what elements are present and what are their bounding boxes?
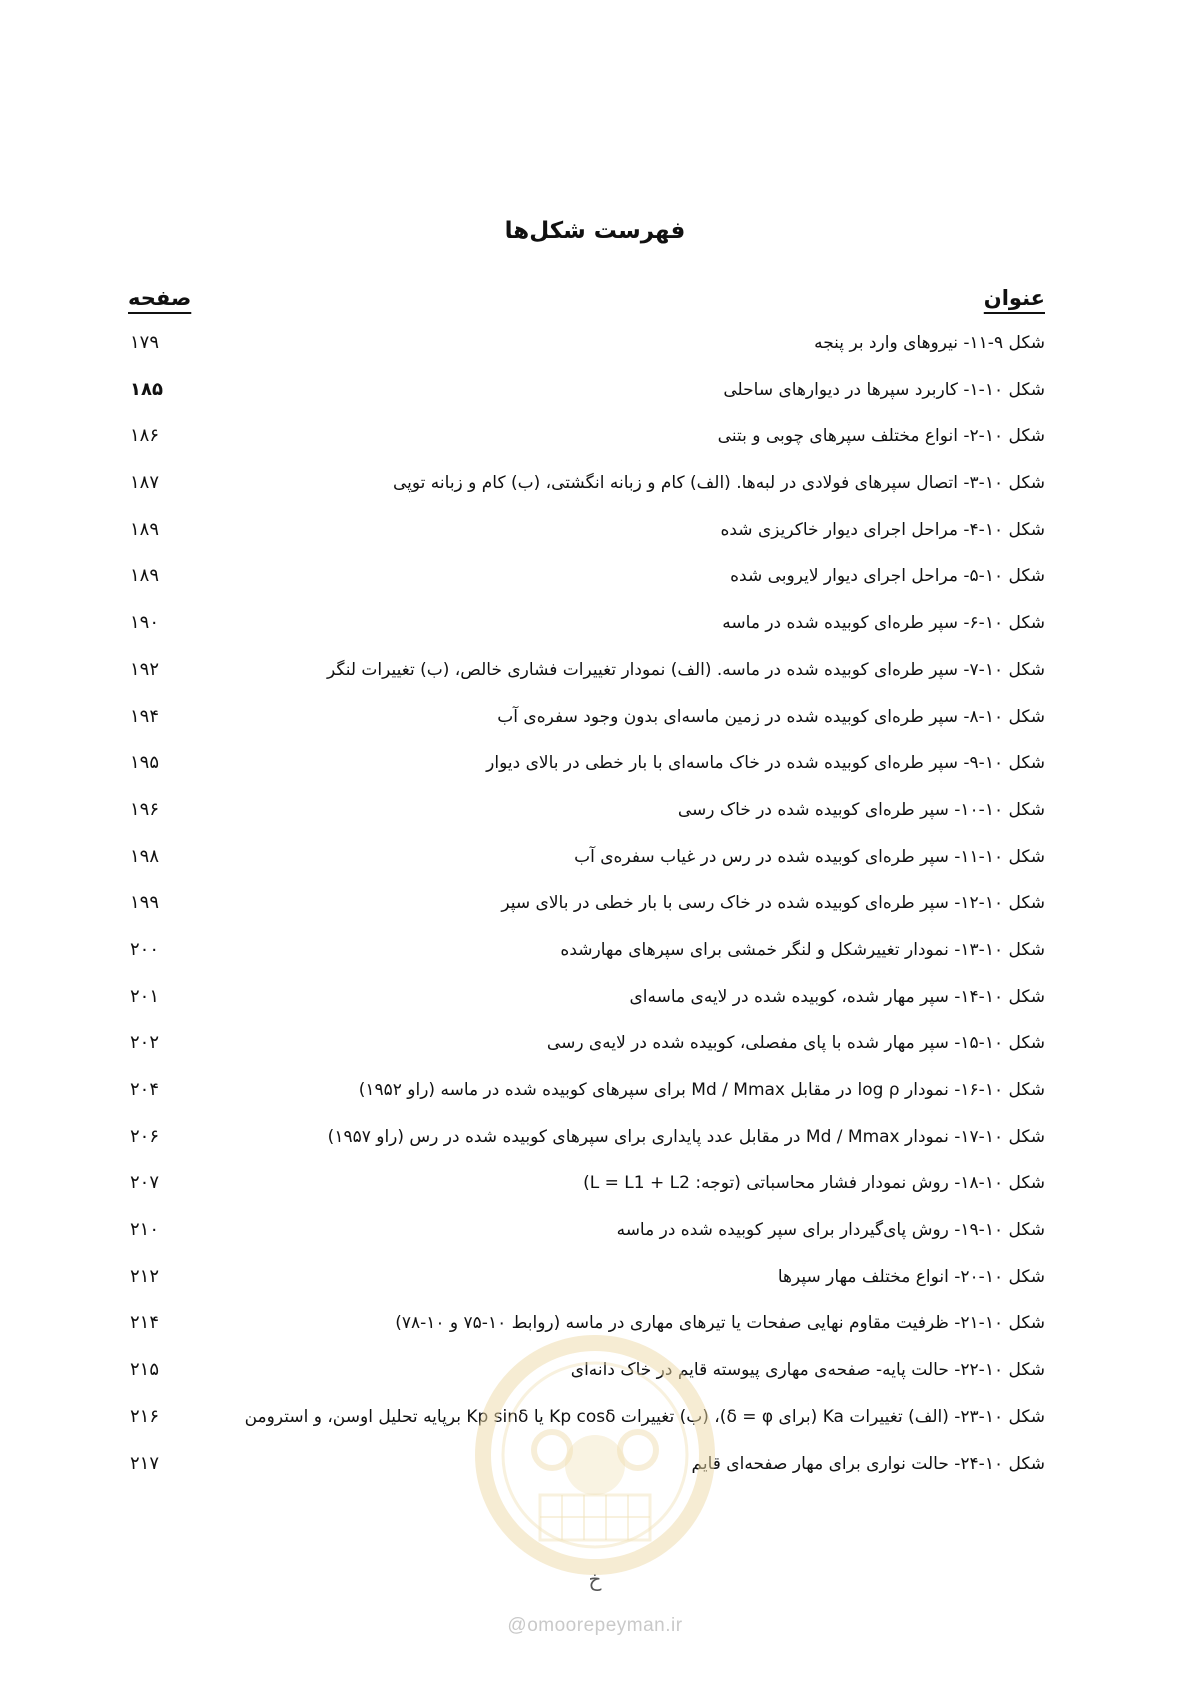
toc-entry-page: ۱۸۹ bbox=[130, 565, 160, 587]
toc-entry-page: ۲۰۴ bbox=[130, 1079, 160, 1100]
toc-row[interactable] bbox=[0, 517, 1190, 564]
toc-row[interactable] bbox=[0, 704, 1190, 751]
page-column-header: صفحه bbox=[128, 286, 192, 310]
toc-entry-page: ۲۰۲ bbox=[130, 1032, 160, 1054]
toc-entry-title: شکل ۱۰-۱۷- نمودار Md / Mmax در مقابل عدد پایداری برای سپرهای کوبیده شده در رس (راو ۱۹۵۷) bbox=[327, 1126, 1045, 1147]
toc-entry-title: شکل ۱۰-۹- سپر طره‌ای کوبیده شده در خاک ماسه‌ای با بار خطی در بالای دیوار bbox=[486, 753, 1045, 774]
toc-row[interactable] bbox=[0, 844, 1190, 891]
toc-entry-page: ۱۷۹ bbox=[130, 332, 160, 353]
toc-entry-page: ۱۹۲ bbox=[130, 658, 160, 680]
toc-row[interactable] bbox=[0, 937, 1190, 984]
toc-entry-title: شکل ۱۰-۱۵- سپر مهار شده با پای مفصلی، کوبیده شده در لایه‌ی رسی bbox=[546, 1033, 1045, 1054]
toc-entry-page: ۲۱۰ bbox=[130, 1219, 160, 1241]
toc-entry-title: شکل ۱۰-۲- انواع مختلف سپرهای چوبی و بتنی bbox=[717, 426, 1045, 447]
toc-entry-title: شکل ۱۰-۱۰- سپر طره‌ای کوبیده شده در خاک رسی bbox=[677, 799, 1045, 820]
toc-entry-title: شکل ۱۰-۸- سپر طره‌ای کوبیده شده در زمین ماسه‌ای بدون وجود سفره‌ی آب bbox=[497, 706, 1045, 727]
toc-entry-page: ۲۰۷ bbox=[130, 1172, 160, 1194]
toc-entry-title: شکل ۱۰-۲۱- ظرفیت مقاوم نهایی صفحات یا تیرهای مهاری در ماسه (روابط ۱۰-۷۵ و ۱۰-۷۸) bbox=[395, 1313, 1045, 1334]
toc-entry-page: ۱۸۶ bbox=[130, 425, 160, 447]
toc-entry-title: شکل ۹-۱۱- نیروهای وارد بر پنجه bbox=[814, 333, 1045, 353]
toc-row[interactable] bbox=[0, 1217, 1190, 1264]
toc-entry-title: شکل ۱۰-۲۰- انواع مختلف مهار سپرها bbox=[777, 1266, 1045, 1287]
toc-entry-title: شکل ۱۰-۱۴- سپر مهار شده، کوبیده شده در لایه‌ی ماسه‌ای bbox=[629, 986, 1045, 1007]
toc-row[interactable] bbox=[0, 797, 1190, 844]
toc-row[interactable] bbox=[0, 563, 1190, 610]
watermark-text: @omoorepeyman.ir bbox=[507, 1615, 683, 1636]
toc-entry-title: شکل ۱۰-۶- سپر طره‌ای کوبیده شده در ماسه bbox=[722, 613, 1045, 634]
toc-row[interactable] bbox=[0, 657, 1190, 704]
toc-entry-title: شکل ۱۰-۱۱- سپر طره‌ای کوبیده شده در رس در غیاب سفره‌ی آب bbox=[574, 846, 1045, 867]
toc-entry-page: ۱۹۵ bbox=[130, 752, 160, 774]
toc-row[interactable] bbox=[0, 377, 1190, 424]
toc-row[interactable] bbox=[0, 1030, 1190, 1077]
toc-entry-title: شکل ۱۰-۲۴- حالت نواری برای مهار صفحه‌ای قایم bbox=[691, 1453, 1045, 1474]
toc-row[interactable] bbox=[0, 1170, 1190, 1217]
toc-row[interactable] bbox=[0, 750, 1190, 797]
toc-entry-title: شکل ۱۰-۱۸- روش نمودار فشار محاسباتی (توجه: L = L1 + L2) bbox=[583, 1173, 1045, 1194]
title-column-header: عنوان bbox=[983, 286, 1045, 310]
toc-entry-page: ۲۰۶ bbox=[130, 1125, 160, 1147]
toc-row[interactable] bbox=[0, 984, 1190, 1031]
toc-entry-page: ۱۹۹ bbox=[130, 892, 160, 914]
toc-entry-title: شکل ۱۰-۱۹- روش پای‌گیردار برای سپر کوبیده شده در ماسه bbox=[616, 1220, 1045, 1241]
toc-entry-page: ۱۹۸ bbox=[130, 845, 160, 867]
toc-entry-page: ۲۱۴ bbox=[130, 1312, 160, 1334]
toc-entry-title: شکل ۱۰-۱۶- نمودار log ρ در مقابل Md / Mmax برای سپرهای کوبیده شده در ماسه (راو ۱۹۵۲) bbox=[358, 1080, 1045, 1100]
toc-entry-page: ۱۹۰ bbox=[130, 612, 160, 634]
toc-entry-page: ۲۱۲ bbox=[130, 1265, 160, 1287]
toc-entry-title: شکل ۱۰-۴- مراحل اجرای دیوار خاکریزی شده bbox=[720, 519, 1045, 540]
toc-row[interactable] bbox=[0, 610, 1190, 657]
toc-row[interactable] bbox=[0, 1124, 1190, 1171]
toc-entry-title: شکل ۱۰-۷- سپر طره‌ای کوبیده شده در ماسه. (الف) نمودار تغییرات فشاری خالص، (ب) تغییرات لنگر bbox=[326, 659, 1045, 680]
toc-row[interactable] bbox=[0, 1264, 1190, 1311]
toc-row[interactable] bbox=[0, 890, 1190, 937]
toc-entry-page: ۲۰۱ bbox=[130, 985, 160, 1007]
watermark-seal-icon bbox=[470, 1330, 720, 1580]
toc-entry-page: ۲۰۰ bbox=[130, 938, 160, 960]
page-title: فهرست شکل‌ها bbox=[504, 218, 686, 244]
toc-row[interactable] bbox=[0, 423, 1190, 470]
toc-entry-title: شکل ۱۰-۱۳- نمودار تغییرشکل و لنگر خمشی برای سپرهای مهارشده bbox=[560, 939, 1045, 960]
toc-row[interactable] bbox=[0, 1077, 1190, 1124]
toc-entry-page: ۲۱۷ bbox=[130, 1452, 160, 1474]
toc-entry-title: شکل ۱۰-۳- اتصال سپرهای فولادی در لبه‌ها. (الف) کام و زبانه انگشتی، (ب) کام و زبانه توپی bbox=[392, 473, 1045, 494]
toc-entry-title: شکل ۱۰-۲۲- حالت پایه- صفحه‌ی مهاری پیوسته قایم در خاک دانه‌ای bbox=[570, 1360, 1045, 1381]
toc-row[interactable] bbox=[0, 330, 1190, 377]
toc-entry-page: ۱۸۹ bbox=[130, 518, 160, 540]
toc-entry-page: ۲۱۵ bbox=[130, 1359, 160, 1381]
toc-entry-title: شکل ۱۰-۵- مراحل اجرای دیوار لایروبی شده bbox=[730, 566, 1045, 587]
toc-entry-page: ۲۱۶ bbox=[130, 1405, 160, 1427]
toc-entry-page: ۱۹۶ bbox=[130, 798, 160, 820]
figure-list bbox=[0, 330, 1190, 1497]
toc-entry-title: شکل ۱۰-۱- کاربرد سپرها در دیوارهای ساحلی bbox=[723, 379, 1045, 400]
toc-entry-title: شکل ۱۰-۲۳- (الف) تغییرات Ka (برای δ = φ)، (ب) تغییرات Kp cosδ یا Kp sinδ برپایه تحلیل اوسن، و استرومن bbox=[244, 1406, 1045, 1427]
toc-row[interactable] bbox=[0, 470, 1190, 517]
toc-entry-title: شکل ۱۰-۱۲- سپر طره‌ای کوبیده شده در خاک رسی با بار خطی در بالای سپر bbox=[501, 893, 1045, 914]
page-number: خ bbox=[588, 1567, 602, 1591]
toc-entry-page: ۱۸۵ bbox=[130, 378, 163, 400]
toc-entry-page: ۱۹۴ bbox=[130, 705, 160, 727]
toc-entry-page: ۱۸۷ bbox=[130, 472, 160, 494]
